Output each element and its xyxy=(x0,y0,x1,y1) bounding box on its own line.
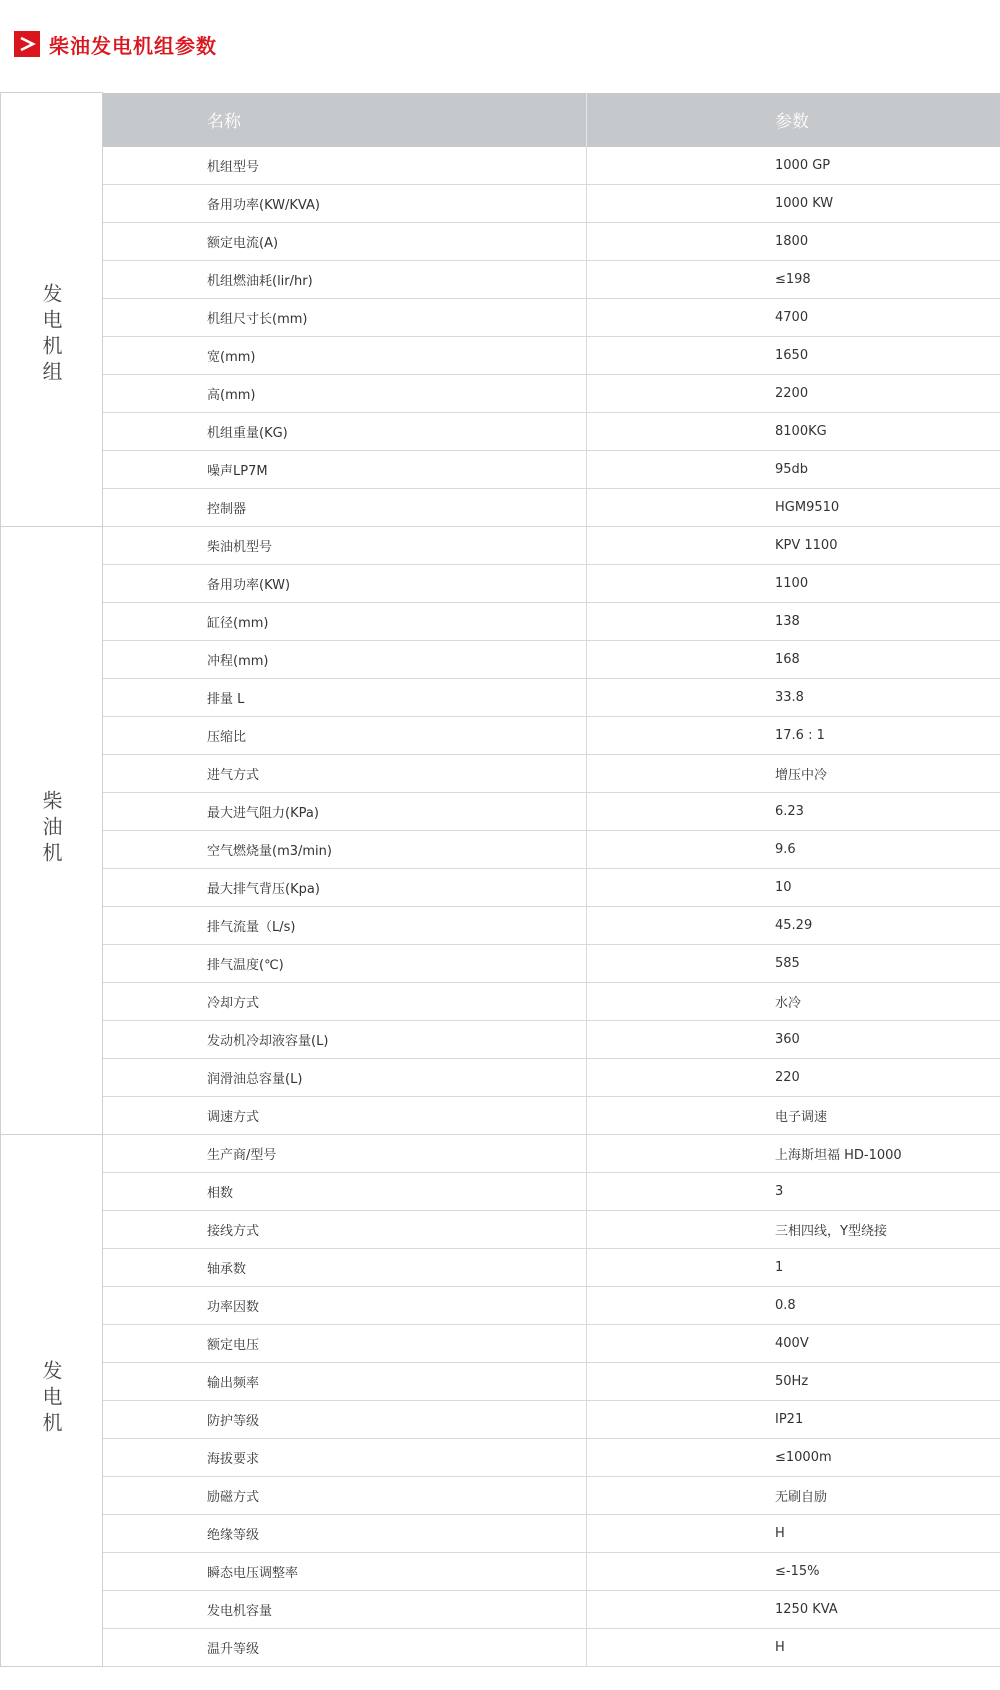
param-name: 压缩比 xyxy=(103,717,587,755)
param-name: 相数 xyxy=(103,1173,587,1211)
group-diesel-engine xyxy=(1,527,1000,1135)
param-value: 33.8 xyxy=(587,679,1000,717)
param-value: 360 xyxy=(587,1021,1000,1059)
chevron-right-icon xyxy=(14,31,40,57)
param-name: 输出频率 xyxy=(103,1363,587,1401)
table-row xyxy=(1,793,1000,831)
table-row xyxy=(1,1401,1000,1439)
param-value: 10 xyxy=(587,869,1000,907)
table-row xyxy=(1,1439,1000,1477)
param-name: 空气燃烧量(m3/min) xyxy=(103,831,587,869)
table-header-row xyxy=(1,93,1000,148)
param-name: 进气方式 xyxy=(103,755,587,793)
param-name: 宽(mm) xyxy=(103,337,587,375)
param-name: 备用功率(KW/KVA) xyxy=(103,185,587,223)
param-name: 发电机容量 xyxy=(103,1591,587,1629)
table-row xyxy=(1,261,1000,299)
param-name: 备用功率(KW) xyxy=(103,565,587,603)
param-value: ≤198 xyxy=(587,261,1000,299)
param-name: 额定电压 xyxy=(103,1325,587,1363)
param-value: IP21 xyxy=(587,1401,1000,1439)
table-row xyxy=(1,1629,1000,1667)
param-value: 3 xyxy=(587,1173,1000,1211)
table-row xyxy=(1,1477,1000,1515)
param-name: 排气流量（L/s) xyxy=(103,907,587,945)
param-name: 冲程(mm) xyxy=(103,641,587,679)
table-row xyxy=(1,1135,1000,1173)
table-row xyxy=(1,147,1000,185)
param-name: 瞬态电压调整率 xyxy=(103,1553,587,1591)
param-name: 额定电流(A) xyxy=(103,223,587,261)
group-generator-set xyxy=(1,147,1000,527)
table-row xyxy=(1,1097,1000,1135)
param-value: 增压中冷 xyxy=(587,755,1000,793)
group-label-cell xyxy=(1,1135,103,1667)
table-row xyxy=(1,1515,1000,1553)
param-value: 8100KG xyxy=(587,413,1000,451)
table-row xyxy=(1,755,1000,793)
param-value: 220 xyxy=(587,1059,1000,1097)
table-corner-cell xyxy=(1,93,103,148)
params-table xyxy=(0,92,1000,1667)
param-value: ≤-15% xyxy=(587,1553,1000,1591)
table-row xyxy=(1,565,1000,603)
param-value: 三相四线，Y型绕接 xyxy=(587,1211,1000,1249)
group-label: 发电机 xyxy=(39,1359,63,1438)
param-value: 1650 xyxy=(587,337,1000,375)
table-row xyxy=(1,413,1000,451)
param-name: 机组尺寸长(mm) xyxy=(103,299,587,337)
column-header-name: 名称 xyxy=(103,93,587,148)
table-row xyxy=(1,1059,1000,1097)
table-row xyxy=(1,1249,1000,1287)
group-label-cell xyxy=(1,527,103,1135)
table-row xyxy=(1,1363,1000,1401)
param-name: 缸径(mm) xyxy=(103,603,587,641)
table-row xyxy=(1,983,1000,1021)
param-value: 1800 xyxy=(587,223,1000,261)
param-name: 调速方式 xyxy=(103,1097,587,1135)
param-value: 4700 xyxy=(587,299,1000,337)
table-row xyxy=(1,337,1000,375)
param-value: 50Hz xyxy=(587,1363,1000,1401)
section-header xyxy=(14,29,217,59)
table-row xyxy=(1,451,1000,489)
table-row xyxy=(1,185,1000,223)
param-value: 1000 KW xyxy=(587,185,1000,223)
param-name: 防护等级 xyxy=(103,1401,587,1439)
param-name: 温升等级 xyxy=(103,1629,587,1667)
table-row xyxy=(1,717,1000,755)
group-label: 发电机组 xyxy=(39,282,63,387)
param-name: 接线方式 xyxy=(103,1211,587,1249)
param-value: H xyxy=(587,1629,1000,1667)
param-name: 发动机冷却液容量(L) xyxy=(103,1021,587,1059)
table-row xyxy=(1,1211,1000,1249)
table-row xyxy=(1,831,1000,869)
table-row xyxy=(1,679,1000,717)
param-name: 高(mm) xyxy=(103,375,587,413)
group-alternator xyxy=(1,1135,1000,1667)
param-value: 上海斯坦福 HD-1000 xyxy=(587,1135,1000,1173)
table-row xyxy=(1,527,1000,565)
table-row xyxy=(1,1173,1000,1211)
param-value: 9.6 xyxy=(587,831,1000,869)
param-name: 机组重量(KG) xyxy=(103,413,587,451)
param-name: 最大进气阻力(KPa) xyxy=(103,793,587,831)
param-value: 2200 xyxy=(587,375,1000,413)
group-label-cell xyxy=(1,147,103,527)
param-value: 0.8 xyxy=(587,1287,1000,1325)
param-value: 6.23 xyxy=(587,793,1000,831)
param-value: 水冷 xyxy=(587,983,1000,1021)
table-row xyxy=(1,223,1000,261)
table-row xyxy=(1,299,1000,337)
table-row xyxy=(1,1553,1000,1591)
param-value: KPV 1100 xyxy=(587,527,1000,565)
param-name: 最大排气背压(Kpa) xyxy=(103,869,587,907)
params-table-container xyxy=(0,92,1000,1667)
param-name: 功率因数 xyxy=(103,1287,587,1325)
param-value: 585 xyxy=(587,945,1000,983)
table-row xyxy=(1,641,1000,679)
table-row xyxy=(1,1325,1000,1363)
page-title: 柴油发电机组参数 xyxy=(49,33,217,58)
param-value: H xyxy=(587,1515,1000,1553)
param-name: 机组型号 xyxy=(103,147,587,185)
param-name: 排量 L xyxy=(103,679,587,717)
table-row xyxy=(1,869,1000,907)
param-name: 柴油机型号 xyxy=(103,527,587,565)
group-label: 柴油机 xyxy=(39,789,63,868)
param-name: 冷却方式 xyxy=(103,983,587,1021)
param-value: 95db xyxy=(587,451,1000,489)
table-row xyxy=(1,1021,1000,1059)
param-name: 润滑油总容量(L) xyxy=(103,1059,587,1097)
param-value: 1250 KVA xyxy=(587,1591,1000,1629)
table-row xyxy=(1,945,1000,983)
param-value: 电子调速 xyxy=(587,1097,1000,1135)
param-value: 1000 GP xyxy=(587,147,1000,185)
param-value: 45.29 xyxy=(587,907,1000,945)
param-value: ≤1000m xyxy=(587,1439,1000,1477)
param-value: 168 xyxy=(587,641,1000,679)
table-row xyxy=(1,907,1000,945)
column-header-value: 参数 xyxy=(587,93,1000,148)
param-name: 励磁方式 xyxy=(103,1477,587,1515)
table-row xyxy=(1,489,1000,527)
param-value: 138 xyxy=(587,603,1000,641)
param-value: 无刷自励 xyxy=(587,1477,1000,1515)
table-row xyxy=(1,375,1000,413)
param-name: 控制器 xyxy=(103,489,587,527)
param-value: 17.6 : 1 xyxy=(587,717,1000,755)
table-row xyxy=(1,1287,1000,1325)
param-value: 1 xyxy=(587,1249,1000,1287)
param-value: 400V xyxy=(587,1325,1000,1363)
table-row xyxy=(1,1591,1000,1629)
param-name: 生产商/型号 xyxy=(103,1135,587,1173)
param-name: 排气温度(℃) xyxy=(103,945,587,983)
param-name: 噪声LP7M xyxy=(103,451,587,489)
param-name: 轴承数 xyxy=(103,1249,587,1287)
param-name: 海拔要求 xyxy=(103,1439,587,1477)
param-value: 1100 xyxy=(587,565,1000,603)
param-value: HGM9510 xyxy=(587,489,1000,527)
param-name: 机组燃油耗(lir/hr) xyxy=(103,261,587,299)
table-row xyxy=(1,603,1000,641)
param-name: 绝缘等级 xyxy=(103,1515,587,1553)
